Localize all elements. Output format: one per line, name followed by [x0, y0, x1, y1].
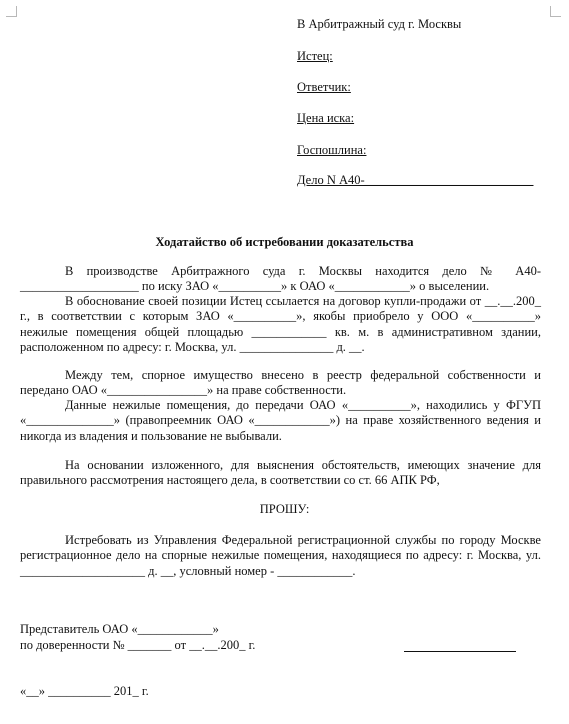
- signature-line: [404, 651, 516, 652]
- claim-price-label: Цена иска:: [297, 111, 355, 125]
- court-name: В Арбитражный суд г. Москвы: [297, 17, 462, 31]
- date-line: «__» __________ 201_ г.: [20, 684, 149, 698]
- request-heading: ПРОШУ:: [259, 502, 310, 516]
- paragraph-registry: Между тем, спорное имущество внесено в реестр федеральной собственности и передано ОАО «________________» на праве собственности.: [20, 368, 541, 398]
- document-title: Ходатайство об истребовании доказательства: [155, 235, 414, 249]
- state-fee-label: Госпошлина:: [297, 143, 367, 157]
- paragraph-grounds: На основании изложенного, для выяснения обстоятельств, имеющих значение для правильного рассмотрения настоящего дела, в соответствии со ст. 66 АПК РФ,: [20, 458, 541, 488]
- paragraph-request: Истребовать из Управления Федеральной регистрационной службы по городу Москве регистрационное дело на спорные нежилые помещения, находящиеся по адресу: г. Москва, ул. ____________________ д. __, условный номер - ____________.: [20, 533, 541, 578]
- case-number: Дело N А40-___________________________: [297, 173, 534, 187]
- proxy-line: по доверенности № _______ от __.__.200_ г.: [20, 638, 256, 652]
- paragraph-basis: В обоснование своей позиции Истец ссылается на договор купли-продажи от __.__.200_ г., в соответствии с которым ЗАО «__________», якобы приобрело у ООО «__________» нежилые помещения общей площадью ____________ кв. м. в административном здании, расположенном по адресу: г. Москва, ул. _______________ д. __.: [20, 294, 541, 354]
- paragraph-premises: Данные нежилые помещения, до передачи ОАО «__________», находились у ФГУП «______________» (правопреемник ОАО «____________») на праве хозяйственного ведения и никогда из владения и пользование не выбывали.: [20, 398, 541, 443]
- margin-corner-mark: [550, 6, 561, 17]
- margin-corner-mark: [6, 6, 17, 17]
- representative-line: Представитель ОАО «____________»: [20, 622, 219, 636]
- plaintiff-label: Истец:: [297, 49, 333, 63]
- paragraph-case: В производстве Арбитражного суда г. Москвы находится дело № А40-___________________ по иску ЗАО «__________» к ОАО «____________» о выселении.: [20, 264, 541, 294]
- defendant-label: Ответчик:: [297, 80, 351, 94]
